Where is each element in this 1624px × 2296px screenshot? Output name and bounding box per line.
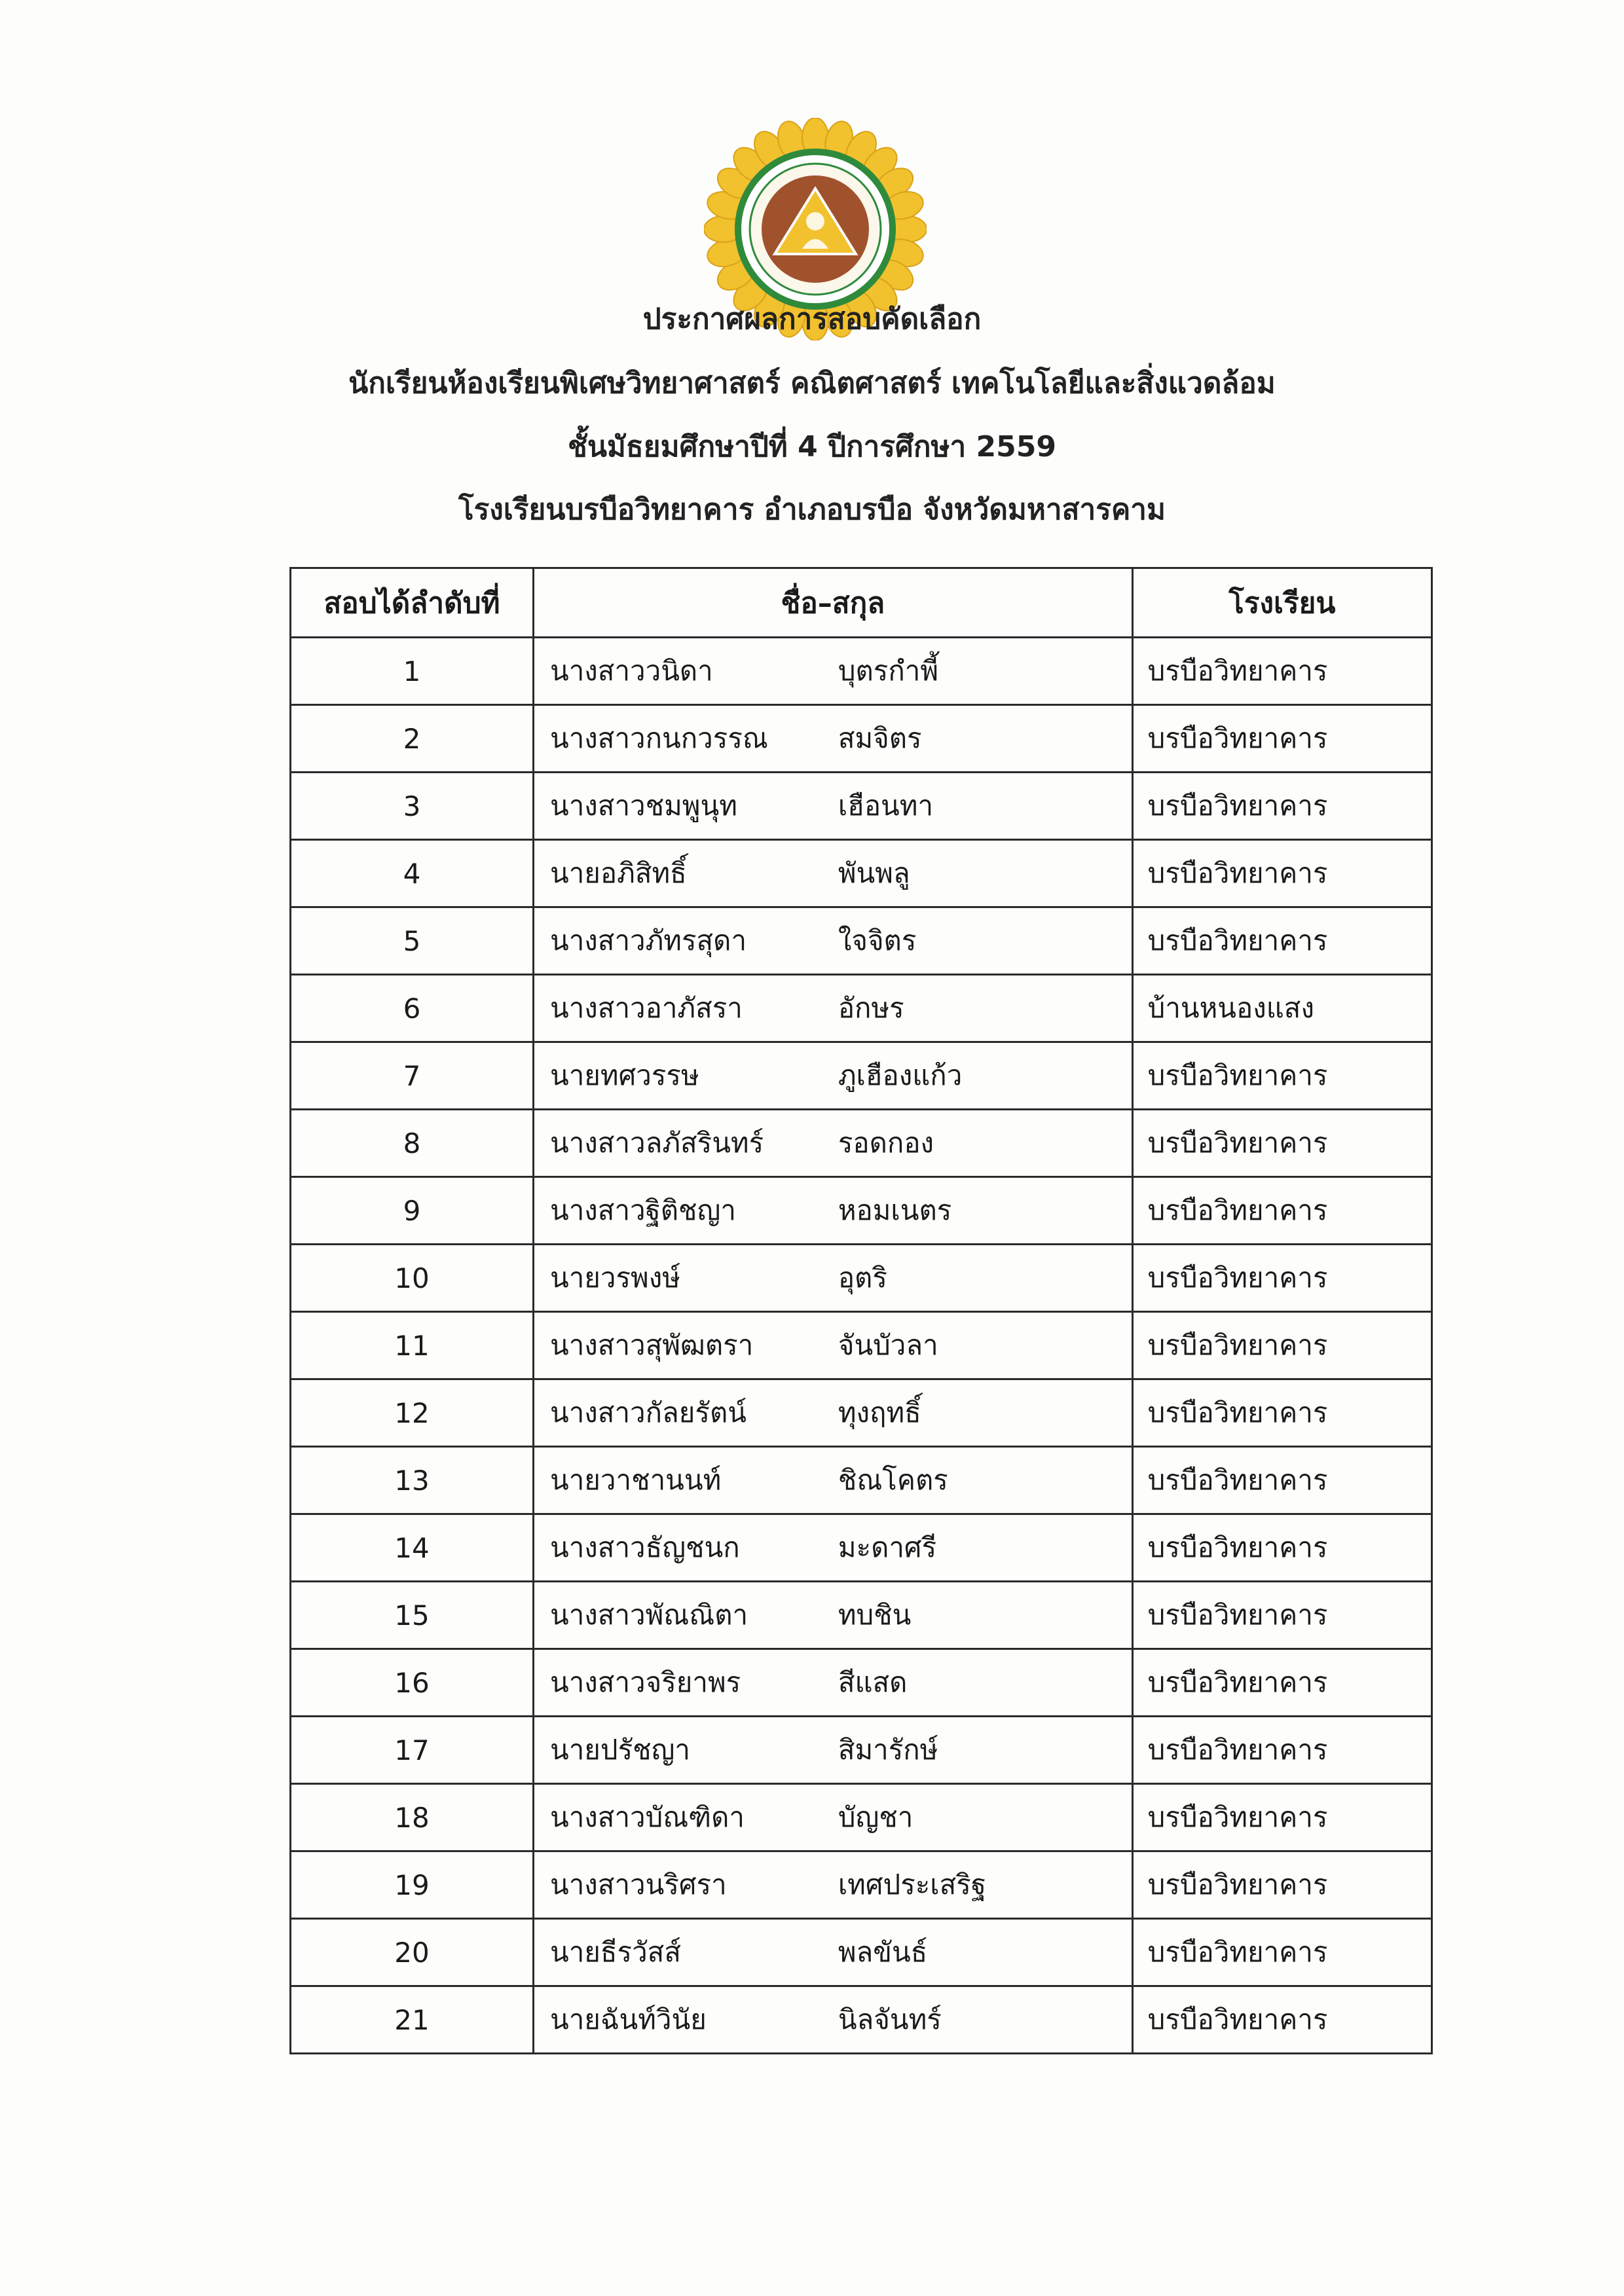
rank-cell: 17 [291,1717,534,1784]
table-row [291,1649,1432,1717]
last-name-cell: รอดกอง [833,1110,1132,1177]
table-row [291,1919,1432,1986]
rank-cell: 19 [291,1851,534,1919]
school-cell: บรบือวิทยาคาร [1132,1717,1431,1784]
rank-cell: 13 [291,1447,534,1514]
rank-cell: 12 [291,1379,534,1447]
first-name-cell: นางสาวกนกวรรณ [534,705,833,773]
table-row [291,907,1432,975]
school-cell: บรบือวิทยาคาร [1132,840,1431,907]
table-row [291,1851,1432,1919]
last-name-cell: พันพลู [833,840,1132,907]
rank-cell: 16 [291,1649,534,1717]
school-cell: บรบือวิทยาคาร [1132,1986,1431,2054]
table-row [291,773,1432,840]
rank-cell: 1 [291,638,534,705]
first-name-cell: นางสาวพัณณิตา [534,1582,833,1649]
table-row [291,1110,1432,1177]
rank-cell: 8 [291,1110,534,1177]
first-name-cell: นางสาววนิดา [534,638,833,705]
school-column-header: โรงเรียน [1132,568,1431,638]
last-name-cell: นิลจันทร์ [833,1986,1132,2054]
table-header-row [291,568,1432,638]
last-name-cell: ทบชิน [833,1582,1132,1649]
last-name-cell: พลขันธ์ [833,1919,1132,1986]
first-name-cell: นางสาวกัลยรัตน์ [534,1379,833,1447]
school-cell: บรบือวิทยาคาร [1132,773,1431,840]
school-cell: บรบือวิทยาคาร [1132,907,1431,975]
last-name-cell: บัญชา [833,1784,1132,1851]
rank-cell: 15 [291,1582,534,1649]
table-row [291,705,1432,773]
school-cell: บรบือวิทยาคาร [1132,705,1431,773]
last-name-cell: เฮือนทา [833,773,1132,840]
last-name-cell: สมจิตร [833,705,1132,773]
last-name-cell: มะดาศรี [833,1514,1132,1582]
table-row [291,638,1432,705]
table-row [291,1177,1432,1245]
rank-cell: 5 [291,907,534,975]
first-name-cell: นางสาวนริศรา [534,1851,833,1919]
announcement-title: ประกาศผลการสอบคัดเลือก [642,302,982,336]
rank-cell: 9 [291,1177,534,1245]
school-cell: บรบือวิทยาคาร [1132,1312,1431,1379]
first-name-cell: นางสาวลภัสรินทร์ [534,1110,833,1177]
school-cell: บรบือวิทยาคาร [1132,1177,1431,1245]
table-row [291,1582,1432,1649]
table-row [291,840,1432,907]
first-name-cell: นางสาวจริยาพร [534,1649,833,1717]
first-name-cell: นางสาวอาภัสรา [534,975,833,1042]
last-name-cell: จันบัวลา [833,1312,1132,1379]
school-cell: บรบือวิทยาคาร [1132,1042,1431,1110]
first-name-cell: นายทศวรรษ [534,1042,833,1110]
table-row [291,1245,1432,1312]
school-cell: บรบือวิทยาคาร [1132,1582,1431,1649]
grade-year-title: ชั้นมัธยมศึกษาปีที่ 4 ปีการศึกษา 2559 [567,430,1057,464]
rank-cell: 10 [291,1245,534,1312]
school-cell: บรบือวิทยาคาร [1132,1514,1431,1582]
program-title: นักเรียนห้องเรียนพิเศษวิทยาศาสตร์ คณิตศาสตร์ เทคโนโลยีและสิ่งแวดล้อม [348,367,1276,400]
first-name-cell: นางสาวชมพูนุท [534,773,833,840]
first-name-cell: นางสาวบัณฑิดา [534,1784,833,1851]
last-name-cell: ทุงฤทธิ์ [833,1379,1132,1447]
rank-cell: 21 [291,1986,534,2054]
rank-cell: 2 [291,705,534,773]
last-name-cell: ชิณโคตร [833,1447,1132,1514]
table-row [291,975,1432,1042]
last-name-cell: ภูเฮืองแก้ว [833,1042,1132,1110]
first-name-cell: นายอภิสิทธิ์ [534,840,833,907]
last-name-cell: ใจจิตร [833,907,1132,975]
table-row [291,1514,1432,1582]
first-name-cell: นายฉันท์วินัย [534,1986,833,2054]
name-column-header: ชื่อ–สกุล [534,568,1133,638]
table-row [291,1717,1432,1784]
last-name-cell: อุตริ [833,1245,1132,1312]
school-cell: บรบือวิทยาคาร [1132,1379,1431,1447]
school-cell: บรบือวิทยาคาร [1132,1110,1431,1177]
rank-cell: 6 [291,975,534,1042]
school-cell: บรบือวิทยาคาร [1132,1919,1431,1986]
rank-cell: 20 [291,1919,534,1986]
first-name-cell: นางสาวภัทรสุดา [534,907,833,975]
last-name-cell: บุตรกำพี้ [833,638,1132,705]
first-name-cell: นายวรพงษ์ [534,1245,833,1312]
school-cell: บรบือวิทยาคาร [1132,1784,1431,1851]
school-cell: บรบือวิทยาคาร [1132,1851,1431,1919]
first-name-cell: นางสาวธัญชนก [534,1514,833,1582]
school-cell: บรบือวิทยาคาร [1132,638,1431,705]
school-location-title: โรงเรียนบรบือวิทยาคาร อำเภอบรบือ จังหวัดมหาสารคาม [458,493,1166,526]
last-name-cell: สิมารักษ์ [833,1717,1132,1784]
table-row [291,1312,1432,1379]
table-row [291,1447,1432,1514]
table-row [291,1986,1432,2054]
first-name-cell: นายธีรวัสส์ [534,1919,833,1986]
school-cell: บรบือวิทยาคาร [1132,1245,1431,1312]
rank-cell: 18 [291,1784,534,1851]
first-name-cell: นางสาวสุพัฒตรา [534,1312,833,1379]
rank-cell: 11 [291,1312,534,1379]
table-row [291,1784,1432,1851]
rank-cell: 3 [291,773,534,840]
rank-cell: 14 [291,1514,534,1582]
table-row [291,1042,1432,1110]
rank-cell: 7 [291,1042,534,1110]
last-name-cell: หอมเนตร [833,1177,1132,1245]
table-row [291,1379,1432,1447]
first-name-cell: นางสาวฐิติชญา [534,1177,833,1245]
school-cell: บรบือวิทยาคาร [1132,1649,1431,1717]
last-name-cell: เทศประเสริฐ [833,1851,1132,1919]
first-name-cell: นายวาชานนท์ [534,1447,833,1514]
rank-column-header: สอบได้ลำดับที่ [291,568,534,638]
results-table [289,567,1433,2054]
rank-cell: 4 [291,840,534,907]
last-name-cell: อักษร [833,975,1132,1042]
school-cell: บ้านหนองแสง [1132,975,1431,1042]
last-name-cell: สีแสด [833,1649,1132,1717]
first-name-cell: นายปรัชญา [534,1717,833,1784]
school-cell: บรบือวิทยาคาร [1132,1447,1431,1514]
